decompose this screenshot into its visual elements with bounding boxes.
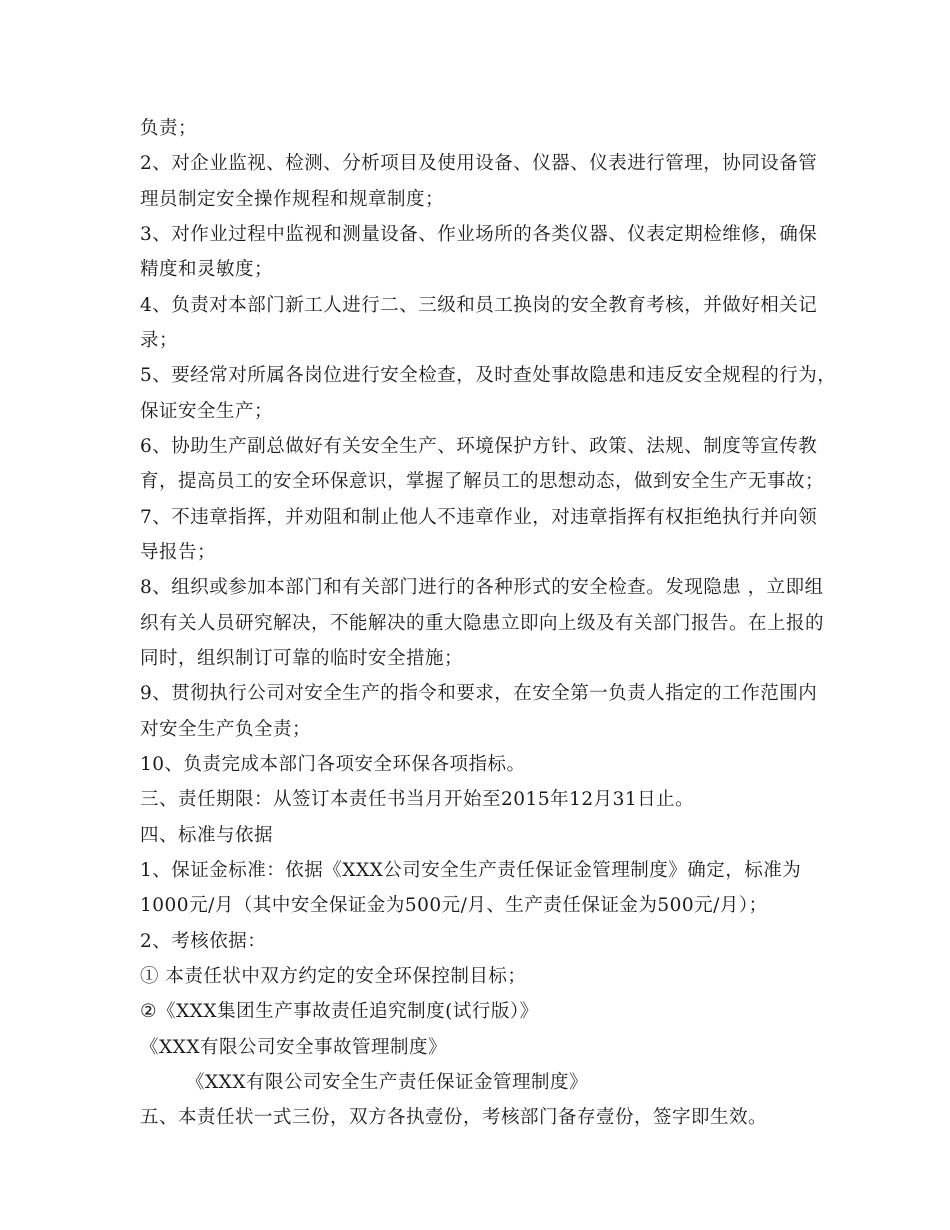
text-line: 《XXX有限公司安全事故管理制度》 [140, 1037, 448, 1058]
text-line: 3、对作业过程中监视和测量设备、作业场所的各类仪器、仪表定期检维修，确保 [140, 224, 818, 245]
text-line: 精度和灵敏度； [140, 259, 274, 280]
text-line: 2、考核依据： [140, 931, 267, 952]
text-line: 理员制定安全操作规程和规章制度； [140, 189, 445, 210]
text-line: 1、保证金标准：依据《XXX公司安全生产责任保证金管理制度》确定，标准为 [140, 860, 802, 881]
text-line: 8、组织或参加本部门和有关部门进行的各种形式的安全检查。发现隐患 ，立即组 [140, 577, 824, 598]
text-line: 育，提高员工的安全环保意识，掌握了解员工的思想动态，做到安全生产无事故； [140, 471, 825, 492]
text-line: 1000元/月（其中安全保证金为500元/月、生产责任保证金为500元/月）； [140, 895, 768, 916]
text-line: 10、负责完成本部门各项安全环保各项指标。 [140, 754, 526, 775]
text-line: 导报告； [140, 542, 217, 563]
text-line: 4、负责对本部门新工人进行二、三级和员工换岗的安全教育考核，并做好相关记 [140, 295, 818, 316]
section-heading: 五、本责任状一式三份，双方各执壹份，考核部门备存壹份，签字即生效。 [140, 1107, 768, 1128]
text-line: 2、对企业监视、检测、分析项目及使用设备、仪器、仪表进行管理，协同设备管 [140, 153, 818, 174]
text-line: 7、不违章指挥，并劝阻和制止他人不违章作业，对违章指挥有权拒绝执行并向领 [140, 507, 818, 528]
text-line: 对安全生产负全责； [140, 719, 312, 740]
text-line: 《XXX有限公司安全生产责任保证金管理制度》 [186, 1072, 589, 1093]
text-line: ②《XXX集团生产事故责任追究制度(试行版）》 [140, 1001, 539, 1022]
text-line: 负责； [140, 118, 198, 139]
text-line: 6、协助生产副总做好有关安全生产、环境保护方针、政策、法规、制度等宣传教 [140, 436, 818, 457]
section-heading: 三、责任期限：从签订本责任书当月开始至2015年12月31日止。 [140, 789, 695, 810]
text-line: 保证安全生产； [140, 401, 274, 422]
text-line: ① 本责任状中双方约定的安全环保控制目标； [140, 966, 527, 987]
text-line: 5、要经常对所属各岗位进行安全检查，及时查处事故隐患和违反安全规程的行为， [140, 365, 837, 386]
text-line: 织有关人员研究解决，不能解决的重大隐患立即向上级及有关部门报告。在上报的 [140, 613, 825, 634]
section-heading: 四、标准与依据 [140, 825, 274, 846]
text-line: 录； [140, 330, 179, 351]
text-line: 同时，组织制订可靠的临时安全措施； [140, 648, 464, 669]
text-line: 9、贯彻执行公司对安全生产的指令和要求，在安全第一负责人指定的工作范围内 [140, 683, 818, 704]
